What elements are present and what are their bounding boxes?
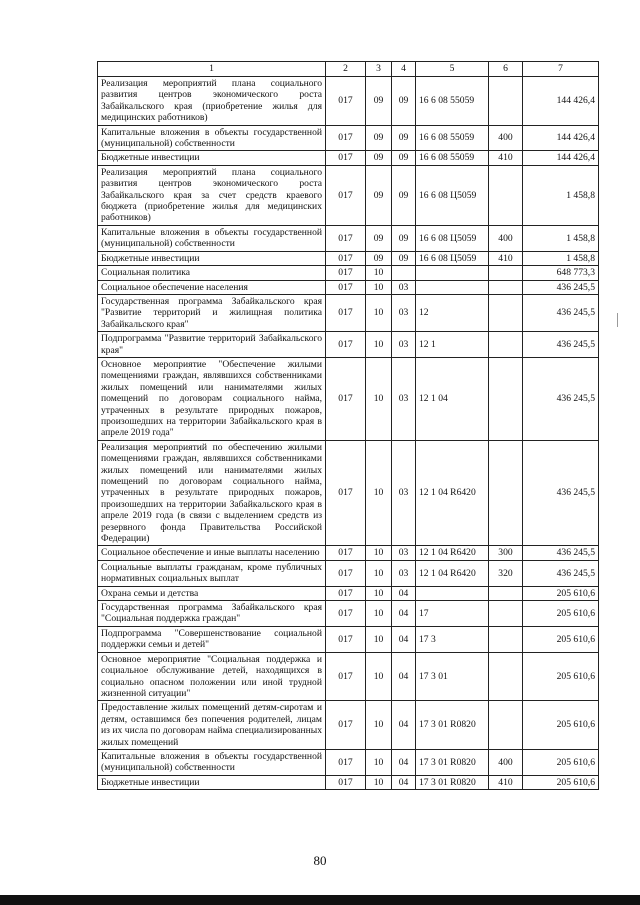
cell-expense-type: [489, 332, 523, 358]
cell-section: 09: [366, 151, 392, 165]
table-row: [98, 165, 599, 225]
cell-admin-code: 017: [326, 332, 366, 358]
cell-target-code: 16 6 08 Ц5059: [416, 165, 489, 225]
cell-admin-code: 017: [326, 357, 366, 440]
table-row: [98, 225, 599, 251]
cell-name: Охрана семьи и детства: [98, 586, 326, 600]
table-row: [98, 701, 599, 750]
cell-amount: 205 610,6: [523, 701, 599, 750]
cell-section: 10: [366, 749, 392, 775]
cell-admin-code: 017: [326, 440, 366, 546]
cell-target-code: 17 3 01 R0820: [416, 701, 489, 750]
cell-expense-type: [489, 77, 523, 126]
cell-subsection: 04: [392, 775, 416, 789]
column-header-name: 1: [98, 62, 326, 77]
cell-target-code: [416, 586, 489, 600]
cell-target-code: [416, 280, 489, 294]
cell-name: Предоставление жилых помещений детям-сиротам и детям, оставшимся без попечения родителей, лицам из их числа по договорам найма специализированных жилых помещений: [98, 701, 326, 750]
table-row: [98, 586, 599, 600]
cell-section: 10: [366, 266, 392, 280]
cell-target-code: 16 6 08 Ц5059: [416, 225, 489, 251]
cell-name: Социальная политика: [98, 266, 326, 280]
cell-name: Капитальные вложения в объекты государственной (муниципальной) собственности: [98, 225, 326, 251]
cell-name: Основное мероприятие "Социальная поддержка и социальное обслуживание детей, находящихся в социально опасном положении или иной трудной жизненной ситуации": [98, 652, 326, 701]
scan-bottom-edge: [0, 895, 640, 905]
table-row: [98, 546, 599, 560]
cell-name: Реализация мероприятий плана социального развития центров экономического роста Забайкальского края за счет средств краевого бюджета (приобретение жилья для медицинских работников): [98, 165, 326, 225]
table-row: [98, 601, 599, 627]
cell-amount: 205 610,6: [523, 626, 599, 652]
cell-expense-type: [489, 357, 523, 440]
cell-section: 10: [366, 280, 392, 294]
cell-target-code: 16 6 08 Ц5059: [416, 251, 489, 265]
cell-amount: 436 245,5: [523, 440, 599, 546]
cell-section: 10: [366, 440, 392, 546]
cell-amount: 1 458,8: [523, 251, 599, 265]
cell-admin-code: 017: [326, 225, 366, 251]
cell-amount: 144 426,4: [523, 125, 599, 151]
cell-name: Капитальные вложения в объекты государственной (муниципальной) собственности: [98, 749, 326, 775]
cell-subsection: 04: [392, 749, 416, 775]
cell-subsection: 03: [392, 357, 416, 440]
cell-name: Социальное обеспечение населения: [98, 280, 326, 294]
cell-section: 09: [366, 77, 392, 126]
cell-admin-code: 017: [326, 626, 366, 652]
cell-section: 09: [366, 125, 392, 151]
cell-admin-code: 017: [326, 775, 366, 789]
cell-amount: 436 245,5: [523, 560, 599, 586]
cell-amount: 648 773,3: [523, 266, 599, 280]
column-header-admin: 2: [326, 62, 366, 77]
column-header-section: 3: [366, 62, 392, 77]
budget-table: [97, 61, 599, 790]
cell-amount: 205 610,6: [523, 601, 599, 627]
cell-target-code: 12 1 04 R6420: [416, 546, 489, 560]
cell-subsection: 03: [392, 280, 416, 294]
cell-amount: 436 245,5: [523, 294, 599, 331]
table-row: [98, 125, 599, 151]
cell-amount: 144 426,4: [523, 77, 599, 126]
cell-name: Реализация мероприятий по обеспечению жилыми помещениями граждан, являвшихся собственниками жилых помещений или нанимателями жилых помещений по договорам социального найма, утраченных в результате природных пожаров, произошедших на территории Забайкальского края в апреле 2019 года (в связи с выделением средств из резервного фонда Правительства Российской Федерации): [98, 440, 326, 546]
cell-admin-code: 017: [326, 165, 366, 225]
cell-section: 10: [366, 775, 392, 789]
cell-name: Государственная программа Забайкальского края "Развитие территорий и жилищная политика Забайкальского края": [98, 294, 326, 331]
table-row: [98, 357, 599, 440]
cell-target-code: 17 3 01 R0820: [416, 749, 489, 775]
cell-admin-code: 017: [326, 125, 366, 151]
table-row: [98, 652, 599, 701]
cell-amount: 1 458,8: [523, 225, 599, 251]
cell-section: 10: [366, 357, 392, 440]
cell-expense-type: [489, 266, 523, 280]
cell-amount: 1 458,8: [523, 165, 599, 225]
cell-expense-type: 410: [489, 151, 523, 165]
cell-expense-type: [489, 294, 523, 331]
cell-name: Подпрограмма "Развитие территорий Забайкальского края": [98, 332, 326, 358]
cell-section: 09: [366, 251, 392, 265]
cell-expense-type: [489, 601, 523, 627]
cell-subsection: 09: [392, 225, 416, 251]
cell-target-code: 12 1 04: [416, 357, 489, 440]
table-row: [98, 626, 599, 652]
cell-expense-type: 410: [489, 775, 523, 789]
cell-subsection: 04: [392, 701, 416, 750]
cell-expense-type: 400: [489, 225, 523, 251]
cell-expense-type: [489, 652, 523, 701]
cell-subsection: 09: [392, 125, 416, 151]
cell-admin-code: 017: [326, 652, 366, 701]
cell-target-code: 17 3 01: [416, 652, 489, 701]
cell-name: Капитальные вложения в объекты государственной (муниципальной) собственности: [98, 125, 326, 151]
cell-subsection: 09: [392, 151, 416, 165]
column-header-expense-type: 6: [489, 62, 523, 77]
cell-admin-code: 017: [326, 601, 366, 627]
column-header-target-code: 5: [416, 62, 489, 77]
cell-name: Подпрограмма "Совершенствование социальной поддержки семьи и детей": [98, 626, 326, 652]
cell-expense-type: 400: [489, 125, 523, 151]
cell-amount: 205 610,6: [523, 652, 599, 701]
cell-amount: 205 610,6: [523, 749, 599, 775]
cell-admin-code: 017: [326, 77, 366, 126]
table-row: [98, 294, 599, 331]
cell-target-code: 17: [416, 601, 489, 627]
cell-admin-code: 017: [326, 251, 366, 265]
cell-expense-type: [489, 701, 523, 750]
cell-subsection: 04: [392, 601, 416, 627]
cell-amount: 436 245,5: [523, 332, 599, 358]
cell-section: 10: [366, 560, 392, 586]
cell-amount: 205 610,6: [523, 775, 599, 789]
cell-section: 10: [366, 332, 392, 358]
cell-expense-type: [489, 586, 523, 600]
cell-expense-type: 400: [489, 749, 523, 775]
cell-subsection: 09: [392, 165, 416, 225]
table-row: [98, 251, 599, 265]
cell-amount: 436 245,5: [523, 280, 599, 294]
cell-target-code: 17 3 01 R0820: [416, 775, 489, 789]
table-row: [98, 775, 599, 789]
cell-subsection: 03: [392, 332, 416, 358]
cell-amount: 436 245,5: [523, 546, 599, 560]
cell-name: Государственная программа Забайкальского края "Социальная поддержка граждан": [98, 601, 326, 627]
cell-admin-code: 017: [326, 266, 366, 280]
cell-amount: 205 610,6: [523, 586, 599, 600]
cell-expense-type: 300: [489, 546, 523, 560]
cell-target-code: 12 1: [416, 332, 489, 358]
column-header-amount: 7: [523, 62, 599, 77]
scan-mark: [617, 313, 618, 327]
cell-expense-type: [489, 440, 523, 546]
cell-subsection: 09: [392, 77, 416, 126]
cell-section: 10: [366, 601, 392, 627]
table-row: [98, 151, 599, 165]
cell-expense-type: [489, 165, 523, 225]
table-row: [98, 77, 599, 126]
cell-subsection: 09: [392, 251, 416, 265]
cell-target-code: 12 1 04 R6420: [416, 440, 489, 546]
cell-admin-code: 017: [326, 280, 366, 294]
page-number: 80: [313, 853, 327, 868]
cell-name: Основное мероприятие "Обеспечение жилыми помещениями граждан, являвшихся собственниками жилых помещений или нанимателями жилых помещений по договорам социального найма, утраченных в результате природных пожаров, произошедших на территории Забайкальского края в апреле 2019 года": [98, 357, 326, 440]
cell-amount: 436 245,5: [523, 357, 599, 440]
cell-name: Реализация мероприятий плана социального развития центров экономического роста Забайкальского края (приобретение жилья для медицинских работников): [98, 77, 326, 126]
cell-admin-code: 017: [326, 701, 366, 750]
table-body: [98, 77, 599, 790]
cell-target-code: [416, 266, 489, 280]
table-row: [98, 560, 599, 586]
cell-subsection: 04: [392, 586, 416, 600]
cell-target-code: 16 6 08 55059: [416, 151, 489, 165]
cell-section: 10: [366, 294, 392, 331]
cell-target-code: 16 6 08 55059: [416, 77, 489, 126]
cell-subsection: 03: [392, 546, 416, 560]
cell-name: Бюджетные инвестиции: [98, 775, 326, 789]
cell-name: Бюджетные инвестиции: [98, 251, 326, 265]
cell-name: Социальное обеспечение и иные выплаты населению: [98, 546, 326, 560]
cell-target-code: 17 3: [416, 626, 489, 652]
cell-expense-type: [489, 626, 523, 652]
cell-admin-code: 017: [326, 151, 366, 165]
table-row: [98, 749, 599, 775]
table-row: [98, 266, 599, 280]
cell-admin-code: 017: [326, 294, 366, 331]
cell-name: Социальные выплаты гражданам, кроме публичных нормативных социальных выплат: [98, 560, 326, 586]
cell-subsection: 03: [392, 560, 416, 586]
cell-target-code: 16 6 08 55059: [416, 125, 489, 151]
cell-expense-type: 320: [489, 560, 523, 586]
cell-target-code: 12: [416, 294, 489, 331]
cell-subsection: [392, 266, 416, 280]
cell-subsection: 03: [392, 440, 416, 546]
cell-section: 10: [366, 701, 392, 750]
cell-admin-code: 017: [326, 546, 366, 560]
cell-admin-code: 017: [326, 560, 366, 586]
cell-admin-code: 017: [326, 749, 366, 775]
cell-expense-type: 410: [489, 251, 523, 265]
cell-section: 10: [366, 586, 392, 600]
cell-section: 10: [366, 546, 392, 560]
cell-subsection: 04: [392, 626, 416, 652]
cell-expense-type: [489, 280, 523, 294]
cell-target-code: 12 1 04 R6420: [416, 560, 489, 586]
cell-subsection: 04: [392, 652, 416, 701]
table-row: [98, 280, 599, 294]
cell-admin-code: 017: [326, 586, 366, 600]
cell-section: 10: [366, 652, 392, 701]
table-header-row: [98, 62, 599, 77]
table-row: [98, 440, 599, 546]
cell-amount: 144 426,4: [523, 151, 599, 165]
cell-section: 09: [366, 225, 392, 251]
cell-subsection: 03: [392, 294, 416, 331]
cell-name: Бюджетные инвестиции: [98, 151, 326, 165]
table-row: [98, 332, 599, 358]
column-header-subsection: 4: [392, 62, 416, 77]
cell-section: 09: [366, 165, 392, 225]
cell-section: 10: [366, 626, 392, 652]
